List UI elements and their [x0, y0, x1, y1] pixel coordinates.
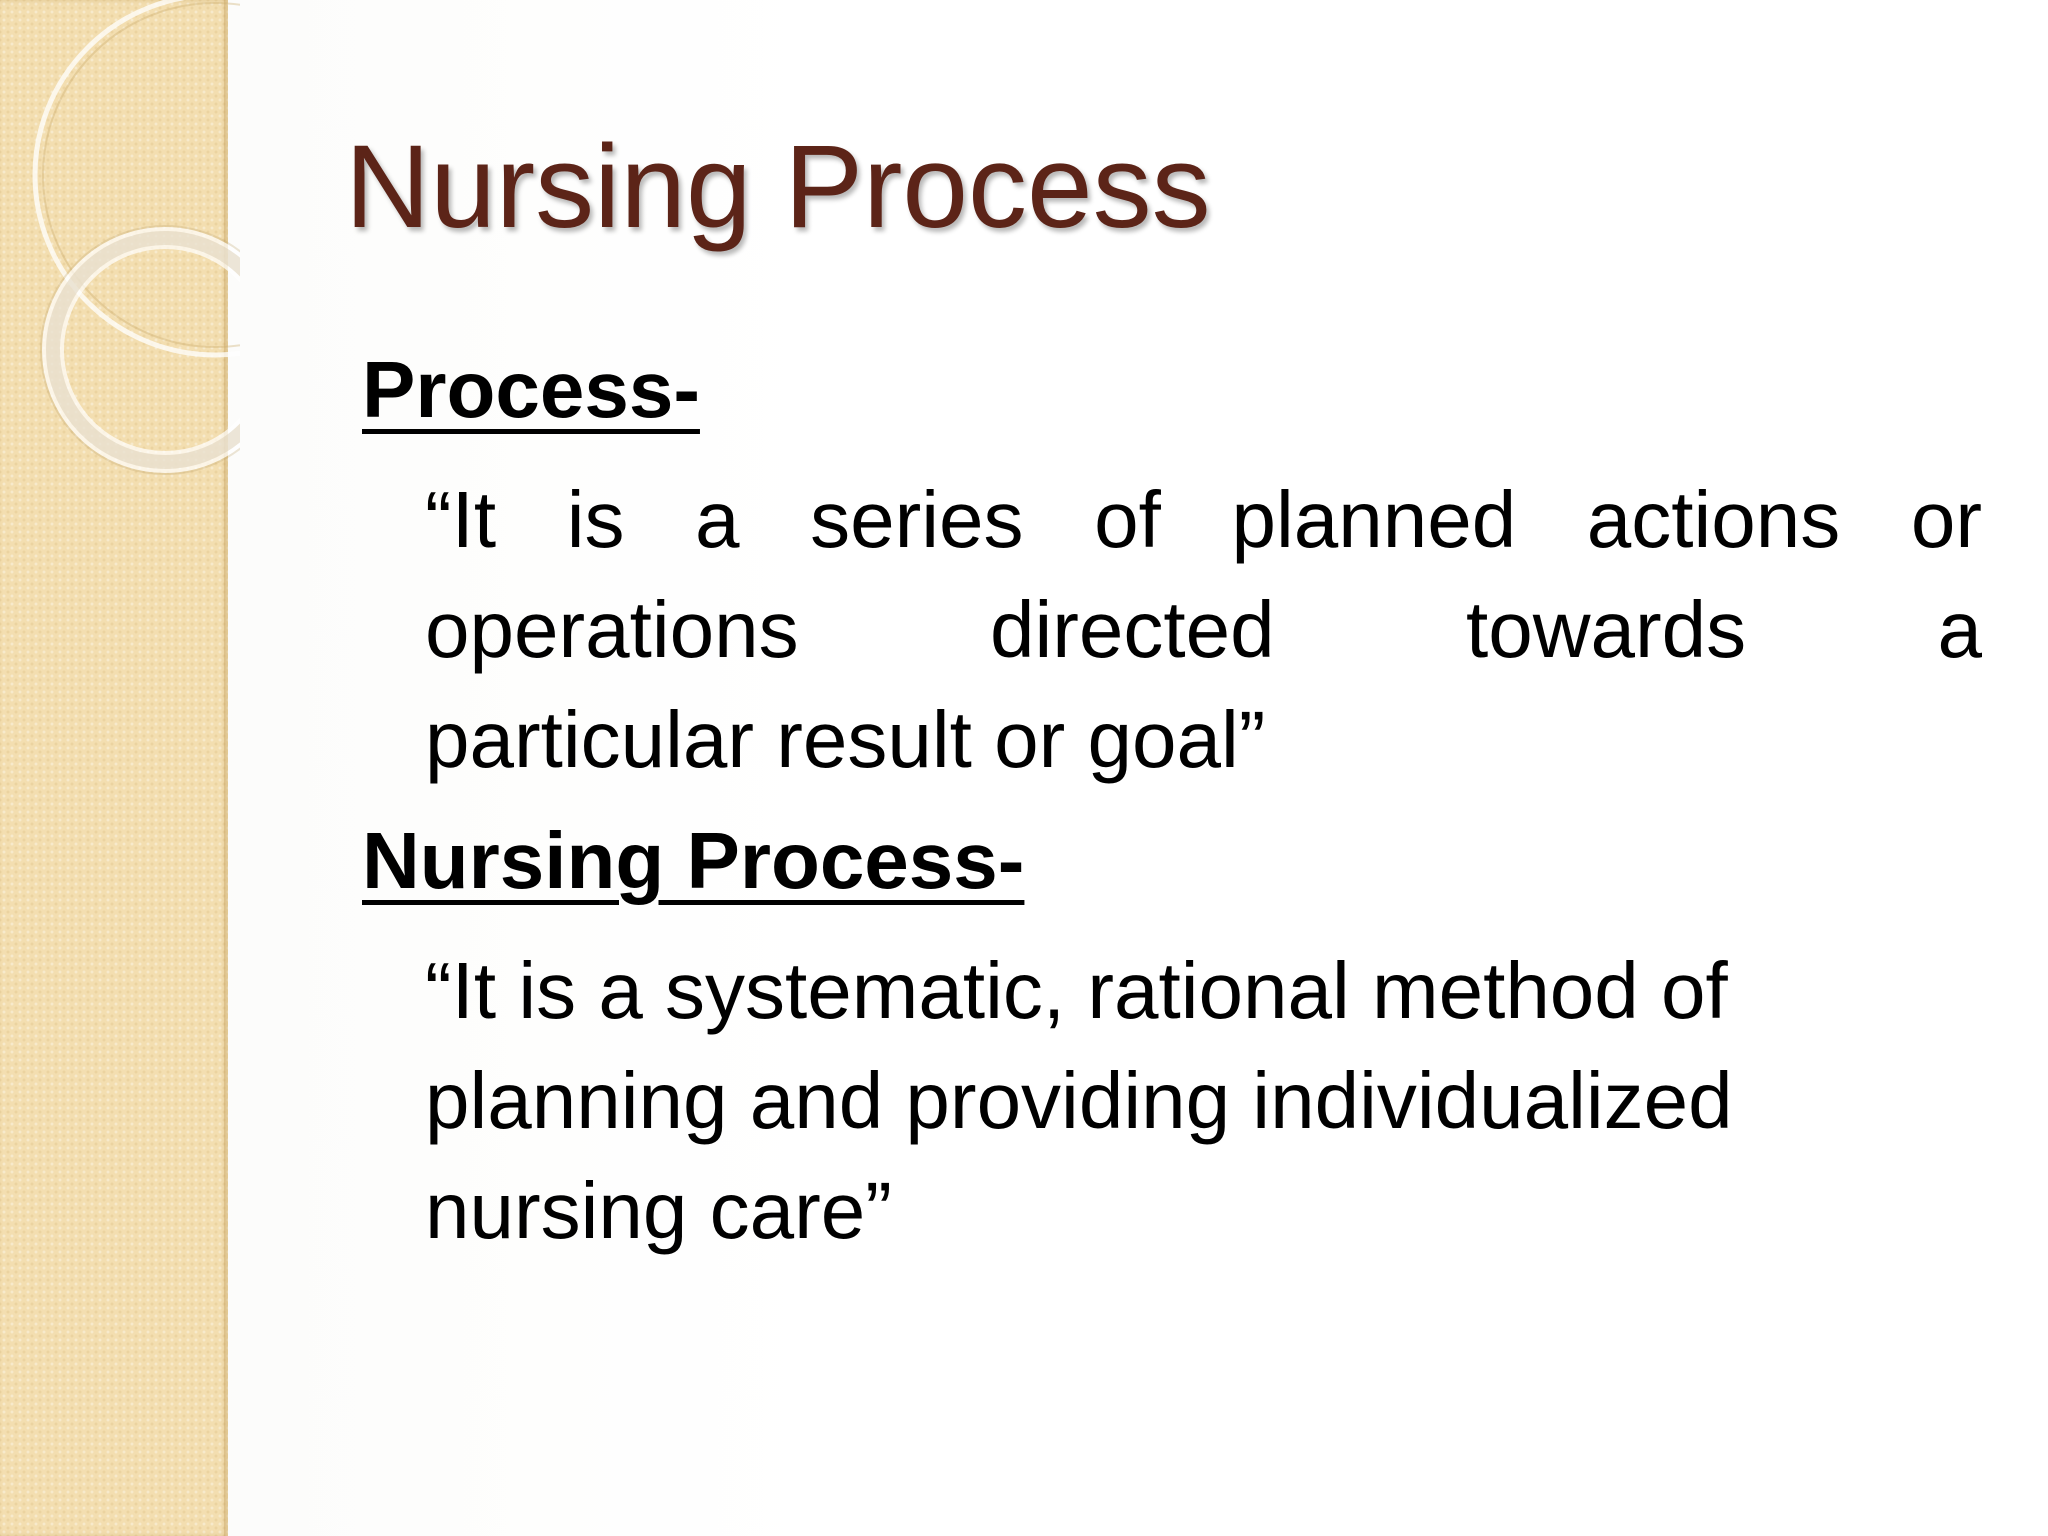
nursing-process-definition	[425, 936, 1985, 1266]
process-definition	[425, 465, 1982, 795]
process-heading: Process-	[362, 345, 700, 434]
nursing-process-heading: Nursing Process-	[362, 816, 1025, 905]
slide-title: Nursing Process	[345, 121, 1211, 253]
nursing-process-definition-line: “It is a systematic, rational method of	[425, 946, 1728, 1035]
process-definition-line: “It is a series of planned actions or	[425, 475, 1982, 564]
nursing-process-definition-line: nursing care”	[425, 1166, 892, 1255]
nursing-process-definition-line: planning and providing individualized	[425, 1056, 1733, 1145]
process-definition-line: operations directed towards a	[425, 585, 1982, 674]
interlocking-rings-ornament-icon	[0, 0, 240, 520]
process-definition-line: particular result or goal”	[425, 695, 1266, 784]
